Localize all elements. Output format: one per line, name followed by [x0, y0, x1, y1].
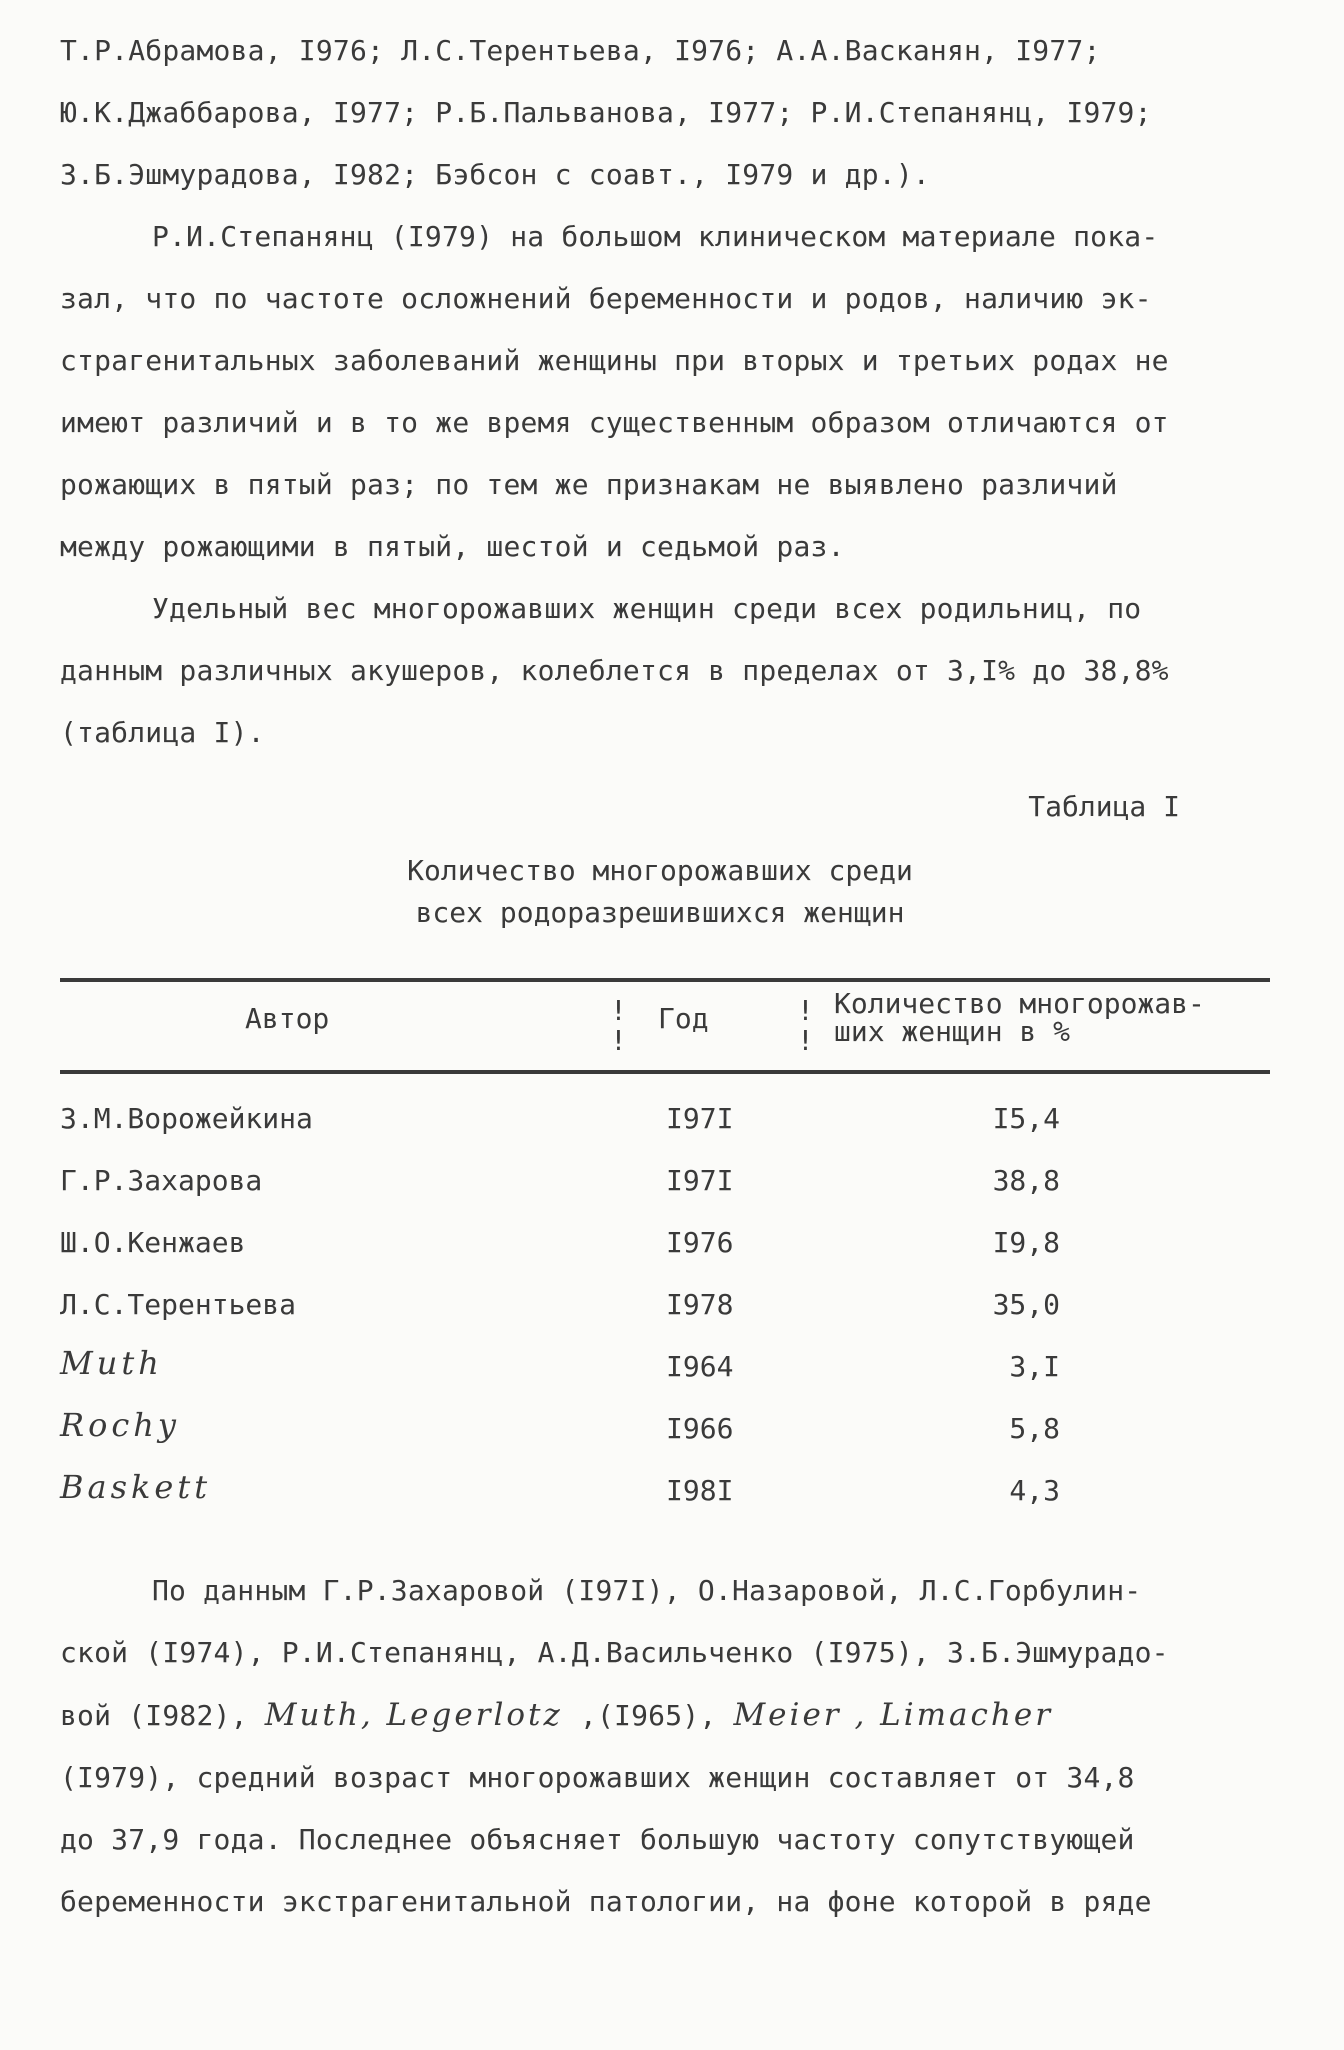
text-line: рожающих в пятый раз; по тем же признакам не выявлено различий [60, 468, 1118, 501]
header-author: Автор [245, 1002, 330, 1035]
column-separator: ! ! [610, 994, 627, 1057]
text-line: (таблица I). [60, 716, 265, 749]
cell-value: 35,0 [992, 1288, 1060, 1321]
text-line: данным различных акушеров, колеблется в пределах от 3,I% до 38,8% [60, 654, 1169, 687]
text-line: до 37,9 года. Последнее объясняет большую частоту сопутствующей [60, 1823, 1135, 1856]
cell-author-handwritten: Rochy [60, 1406, 180, 1444]
paragraph-2 [60, 206, 1300, 578]
paragraph-1 [60, 20, 1300, 206]
handwritten-names: Meier , Limacher [733, 1697, 1054, 1733]
cell-year: I97I [666, 1164, 734, 1197]
text-line: страгенитальных заболеваний женщины при вторых и третьих родах не [60, 344, 1169, 377]
cell-value: I5,4 [992, 1102, 1060, 1135]
cell-author: З.М.Ворожейкина [60, 1102, 313, 1135]
cell-author-handwritten: Muth [60, 1344, 163, 1382]
cell-year: I964 [666, 1350, 734, 1383]
cell-value: 4,3 [1009, 1474, 1060, 1507]
table-header [60, 982, 1270, 1070]
table-row [60, 1460, 1270, 1522]
cell-value: 5,8 [1009, 1412, 1060, 1445]
text-line: Удельный вес многорожавших женщин среди всех родильниц, по [152, 592, 1142, 625]
table-title-line-2: всех родоразрешившихся женщин [415, 896, 905, 929]
table-body [60, 1088, 1270, 1522]
text-line-mixed [60, 1684, 1300, 1747]
table-row [60, 1150, 1270, 1212]
cell-year: I978 [666, 1288, 734, 1321]
cell-year: I98I [666, 1474, 734, 1507]
table-title [20, 850, 1300, 934]
cell-author: Г.Р.Захарова [60, 1164, 263, 1197]
cell-value: I9,8 [992, 1226, 1060, 1259]
cell-author: Ш.О.Кенжаев [60, 1226, 246, 1259]
text-line: По данным Г.Р.Захаровой (I97I), О.Назаровой, Л.С.Горбулин- [152, 1574, 1142, 1607]
header-year: Год [658, 1002, 709, 1035]
text-line: З.Б.Эшмурадова, I982; Бэбсон с соавт., I979 и др.). [60, 158, 930, 191]
cell-author-handwritten: Baskett [60, 1468, 212, 1506]
header-count: Количество многорожав- ших женщин в % [834, 987, 1205, 1048]
text-line: между рожающими в пятый, шестой и седьмой раз. [60, 530, 845, 563]
table-row [60, 1212, 1270, 1274]
table-label: Таблица I [1028, 790, 1180, 823]
text-line: зал, что по частоте осложнений беременности и родов, наличию эк- [60, 282, 1152, 315]
cell-author: Л.С.Терентьева [60, 1288, 297, 1321]
cell-year: I966 [666, 1412, 734, 1445]
text-line: (I979), средний возраст многорожавших женщин составляет от 34,8 [60, 1761, 1135, 1794]
text-line: ской (I974), Р.И.Степанянц, А.Д.Васильченко (I975), З.Б.Эшмурадо- [60, 1636, 1169, 1669]
text-segment: ,(I965), [562, 1699, 734, 1732]
table-row [60, 1398, 1270, 1460]
table-row [60, 1088, 1270, 1150]
table-row [60, 1336, 1270, 1398]
table-row [60, 1274, 1270, 1336]
text-line: Р.И.Степанянц (I979) на большом клиническом материале пока- [152, 220, 1159, 253]
text-line: имеют различий и в то же время существенным образом отличаются от [60, 406, 1169, 439]
table-header-rule [60, 1070, 1270, 1074]
column-separator: ! ! [797, 994, 814, 1057]
handwritten-names: Muth, Legerlotz [264, 1697, 563, 1733]
text-segment: вой (I982), [60, 1699, 265, 1732]
cell-value: 3,I [1009, 1350, 1060, 1383]
cell-value: 38,8 [992, 1164, 1060, 1197]
cell-year: I97I [666, 1102, 734, 1135]
document-page [60, 20, 1300, 1933]
cell-year: I976 [666, 1226, 734, 1259]
paragraph-3 [60, 578, 1300, 764]
data-table [60, 978, 1270, 1522]
table-title-line-1: Количество многорожавших среди [407, 854, 913, 887]
text-line: Т.Р.Абрамова, I976; Л.С.Терентьева, I976; А.А.Васканян, I977; [60, 34, 1101, 67]
paragraph-4 [60, 1560, 1300, 1933]
text-line: беременности экстрагенитальной патологии, на фоне которой в ряде [60, 1885, 1152, 1918]
text-line: Ю.К.Джаббарова, I977; Р.Б.Пальванова, I977; Р.И.Степанянц, I979; [60, 96, 1152, 129]
